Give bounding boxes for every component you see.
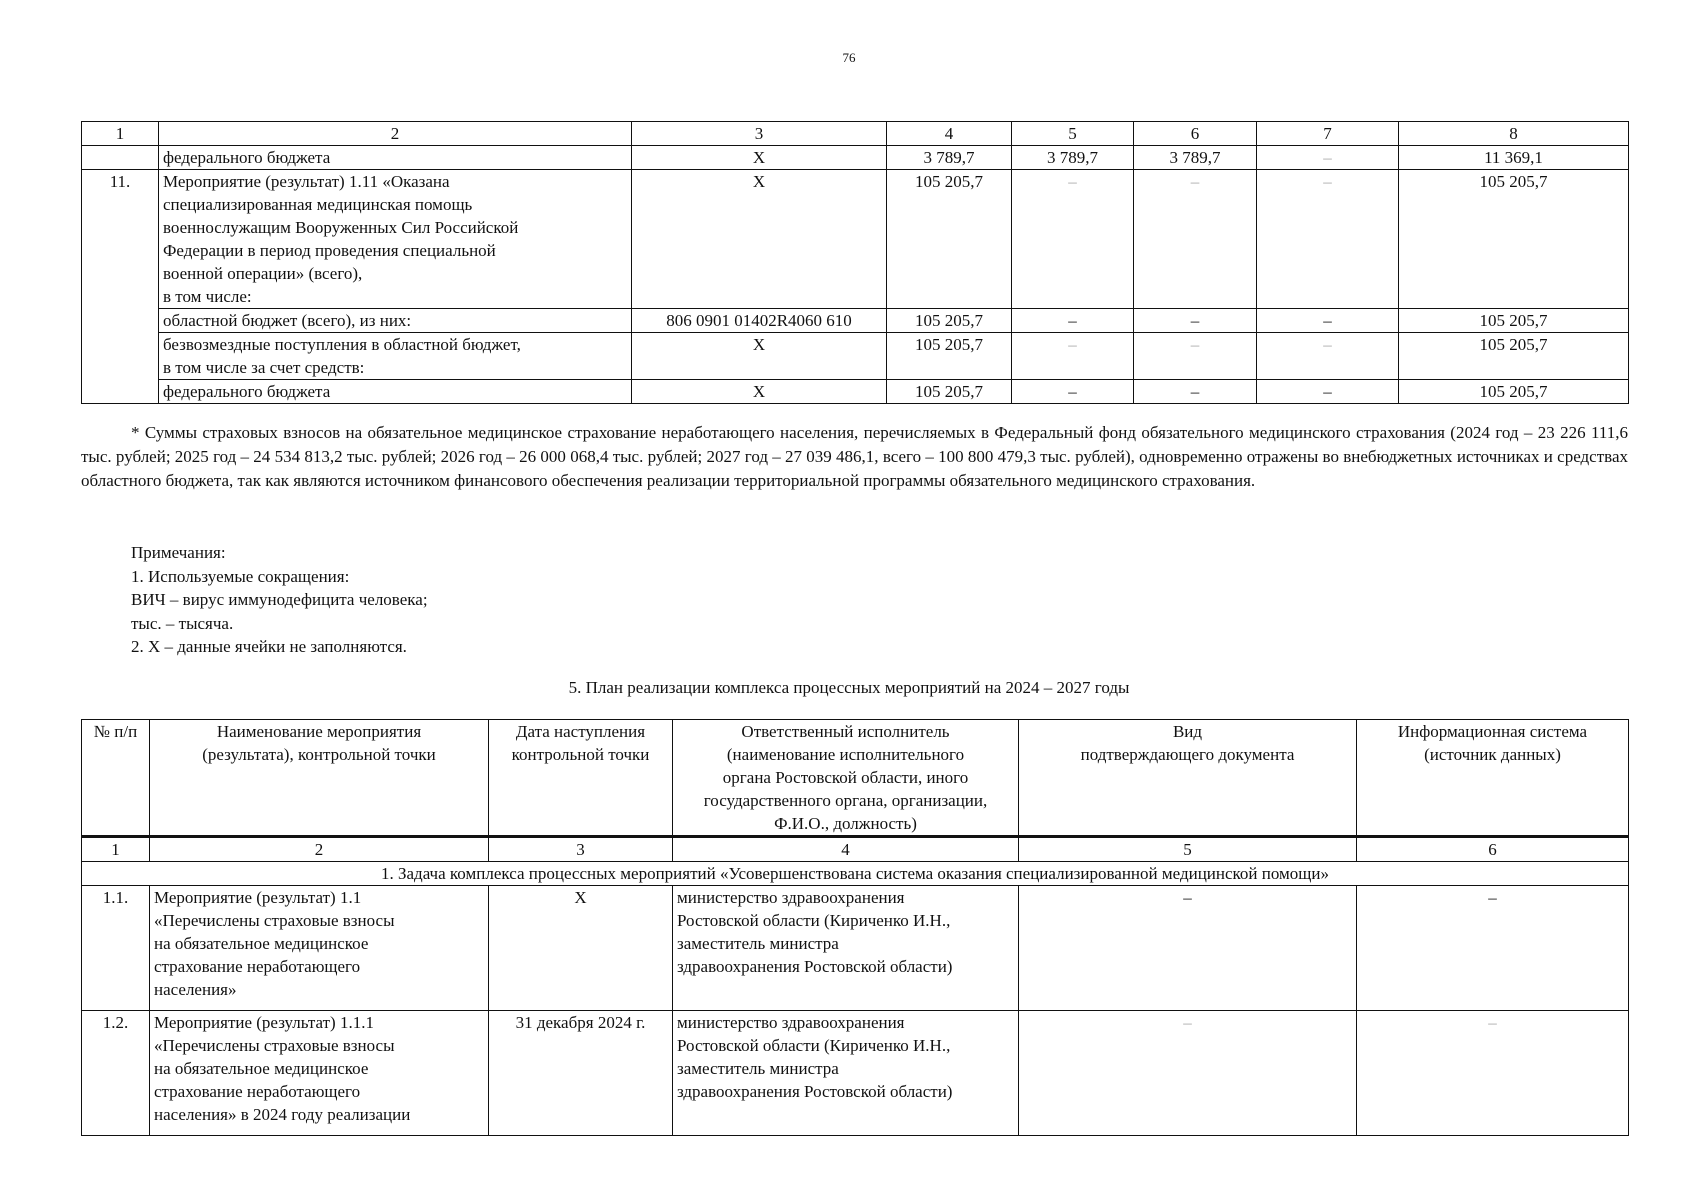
value-total: 105 205,7 bbox=[1399, 170, 1629, 309]
control-date: X bbox=[489, 886, 673, 1011]
header-line: Дата наступления bbox=[515, 722, 646, 741]
table-row bbox=[82, 333, 1629, 380]
table-row bbox=[82, 170, 1629, 309]
table-header-row bbox=[82, 720, 1629, 837]
header-line: Ответственный исполнитель bbox=[741, 722, 950, 741]
value-2026: – bbox=[1134, 170, 1257, 309]
task-title: 1. Задача комплекса процессных мероприятий «Усовершенствована система оказания специализированной медицинской помощи» bbox=[82, 862, 1629, 886]
notes-line: ВИЧ – вирус иммунодефицита человека; bbox=[131, 590, 428, 609]
event-name bbox=[150, 886, 489, 1011]
text-line: заместитель министра bbox=[677, 934, 839, 953]
value-2026: – bbox=[1134, 380, 1257, 404]
column-number: 8 bbox=[1399, 122, 1629, 146]
value-2026: – bbox=[1134, 333, 1257, 380]
value-2024: 105 205,7 bbox=[887, 170, 1012, 309]
column-number: 5 bbox=[1012, 122, 1134, 146]
value-2025: 3 789,7 bbox=[1012, 146, 1134, 170]
value-2027: – bbox=[1257, 170, 1399, 309]
text-line: в том числе за счет средств: bbox=[163, 358, 365, 377]
value-2027: – bbox=[1257, 333, 1399, 380]
value-2025: – bbox=[1012, 309, 1134, 333]
text-line: здравоохранения Ростовской области) bbox=[677, 1082, 953, 1101]
header-line: подтверждающего документа bbox=[1080, 745, 1295, 764]
header-cell bbox=[150, 720, 489, 837]
value-2026: – bbox=[1134, 309, 1257, 333]
text-line: здравоохранения Ростовской области) bbox=[677, 957, 953, 976]
column-number: 4 bbox=[887, 122, 1012, 146]
header-cell bbox=[82, 720, 150, 837]
text-line: «Перечислены страховые взносы bbox=[154, 1036, 395, 1055]
row-number: 11. bbox=[82, 170, 159, 404]
implementation-plan-table bbox=[81, 719, 1629, 1136]
row-name: федерального бюджета bbox=[159, 380, 632, 404]
table-row bbox=[82, 146, 1629, 170]
text-line: Ростовской области (Кириченко И.Н., bbox=[677, 911, 951, 930]
table-header-row bbox=[82, 122, 1629, 146]
table-row bbox=[82, 309, 1629, 333]
notes-line: Примечания: bbox=[131, 543, 226, 562]
row-number: 1.1. bbox=[82, 886, 150, 1011]
footnote: * Суммы страховых взносов на обязательное медицинское страхование неработающего населения, перечисляемых в Федеральный фонд обязательного медицинского страхования (2024 год – 23 226 111,6 тыс. рублей; 2025 год – 24 534 813,2 тыс. рублей; 2026 год – 26 000 068,4 тыс. рублей; 2027 год – 27 039 486,1, всего – 100 800 479,3 тыс. рублей), одновременно отражены во внебюджетных источниках и средствах областного бюджета, так как являются источником финансового обеспечения реализации территориальной программы обязательного медицинского страхования. bbox=[81, 423, 1628, 490]
text-line: специализированная медицинская помощь bbox=[163, 195, 473, 214]
table-row bbox=[82, 886, 1629, 1011]
value-2024: 105 205,7 bbox=[887, 309, 1012, 333]
header-line: Вид bbox=[1172, 722, 1203, 741]
text-line: военнослужащим Вооруженных Сил Российской bbox=[163, 218, 519, 237]
header-line: государственного органа, организации, bbox=[703, 791, 988, 810]
text-line: на обязательное медицинское bbox=[154, 934, 369, 953]
header-line: Ф.И.О., должность) bbox=[774, 814, 917, 833]
text-line: военной операции» (всего), bbox=[163, 264, 363, 283]
column-numbers-row bbox=[82, 837, 1629, 862]
value-total: 105 205,7 bbox=[1399, 380, 1629, 404]
document-type: – bbox=[1019, 1011, 1357, 1136]
text-line: министерство здравоохранения bbox=[677, 888, 905, 907]
row-name bbox=[159, 333, 632, 380]
column-number: 3 bbox=[632, 122, 887, 146]
text-line: министерство здравоохранения bbox=[677, 1013, 905, 1032]
section-title: 5. План реализации комплекса процессных мероприятий на 2024 – 2027 годы bbox=[568, 678, 1130, 697]
column-number: 6 bbox=[1357, 837, 1629, 862]
row-name: федерального бюджета bbox=[159, 146, 632, 170]
text-line: Мероприятие (результат) 1.1.1 bbox=[154, 1013, 374, 1032]
responsible-executor bbox=[673, 1011, 1019, 1136]
header-line: Наименование мероприятия bbox=[216, 722, 422, 741]
column-number: 7 bbox=[1257, 122, 1399, 146]
row-name bbox=[159, 170, 632, 309]
control-date: 31 декабря 2024 г. bbox=[489, 1011, 673, 1136]
header-line: (наименование исполнительного bbox=[726, 745, 965, 764]
column-number: 3 bbox=[489, 837, 673, 862]
table-row bbox=[82, 380, 1629, 404]
notes-line: 2. X – данные ячейки не заполняются. bbox=[131, 637, 407, 656]
column-number: 6 bbox=[1134, 122, 1257, 146]
budget-code: 806 0901 01402R4060 610 bbox=[632, 309, 887, 333]
page-number: 76 bbox=[842, 50, 856, 65]
text-line: Мероприятие (результат) 1.11 «Оказана bbox=[163, 172, 450, 191]
document-type: – bbox=[1019, 886, 1357, 1011]
column-number: 1 bbox=[82, 837, 150, 862]
notes-line: тыс. – тысяча. bbox=[131, 613, 234, 633]
column-number: 2 bbox=[159, 122, 632, 146]
header-line: (источник данных) bbox=[1424, 745, 1561, 764]
text-line: на обязательное медицинское bbox=[154, 1059, 369, 1078]
value-2026: 3 789,7 bbox=[1134, 146, 1257, 170]
budget-code: X bbox=[632, 170, 887, 309]
text-line: населения» в 2024 году реализации bbox=[154, 1105, 411, 1124]
text-line: страхование неработающего bbox=[154, 957, 361, 976]
text-line: Ростовской области (Кириченко И.Н., bbox=[677, 1036, 951, 1055]
text-line: «Перечислены страховые взносы bbox=[154, 911, 395, 930]
value-total: 105 205,7 bbox=[1399, 333, 1629, 380]
funding-table bbox=[81, 121, 1629, 404]
notes bbox=[131, 541, 428, 659]
row-number: 1.2. bbox=[82, 1011, 150, 1136]
budget-code: X bbox=[632, 380, 887, 404]
text-line: Федерации в период проведения специальной bbox=[163, 241, 496, 260]
header-cell bbox=[673, 720, 1019, 837]
text-line: безвозмездные поступления в областной бюджет, bbox=[163, 335, 521, 354]
text-line: страхование неработающего bbox=[154, 1082, 361, 1101]
text-line: Мероприятие (результат) 1.1 bbox=[154, 888, 362, 907]
value-2025: – bbox=[1012, 380, 1134, 404]
responsible-executor bbox=[673, 886, 1019, 1011]
header-line: (результата), контрольной точки bbox=[202, 745, 436, 764]
row-name: областной бюджет (всего), из них: bbox=[159, 309, 632, 333]
budget-code: X bbox=[632, 333, 887, 380]
column-number: 4 bbox=[673, 837, 1019, 862]
information-system: – bbox=[1357, 1011, 1629, 1136]
value-2024: 3 789,7 bbox=[887, 146, 1012, 170]
budget-code: X bbox=[632, 146, 887, 170]
column-number: 2 bbox=[150, 837, 489, 862]
column-number: 1 bbox=[82, 122, 159, 146]
value-2027: – bbox=[1257, 309, 1399, 333]
header-line: № п/п bbox=[93, 722, 138, 741]
header-cell bbox=[1357, 720, 1629, 837]
value-total: 11 369,1 bbox=[1399, 146, 1629, 170]
column-number: 5 bbox=[1019, 837, 1357, 862]
value-2025: – bbox=[1012, 333, 1134, 380]
text-line: заместитель министра bbox=[677, 1059, 839, 1078]
task-row bbox=[82, 862, 1629, 886]
text-line: населения» bbox=[154, 980, 237, 999]
value-total: 105 205,7 bbox=[1399, 309, 1629, 333]
value-2025: – bbox=[1012, 170, 1134, 309]
information-system: – bbox=[1357, 886, 1629, 1011]
value-2024: 105 205,7 bbox=[887, 333, 1012, 380]
notes-line: 1. Используемые сокращения: bbox=[131, 566, 350, 586]
header-cell bbox=[1019, 720, 1357, 837]
header-cell bbox=[489, 720, 673, 837]
value-2027: – bbox=[1257, 146, 1399, 170]
header-line: Информационная система bbox=[1397, 722, 1588, 741]
event-name bbox=[150, 1011, 489, 1136]
value-2024: 105 205,7 bbox=[887, 380, 1012, 404]
header-line: контрольной точки bbox=[511, 745, 650, 764]
header-line: органа Ростовской области, иного bbox=[722, 768, 969, 787]
text-line: в том числе: bbox=[163, 287, 252, 306]
value-2027: – bbox=[1257, 380, 1399, 404]
table-row bbox=[82, 1011, 1629, 1136]
